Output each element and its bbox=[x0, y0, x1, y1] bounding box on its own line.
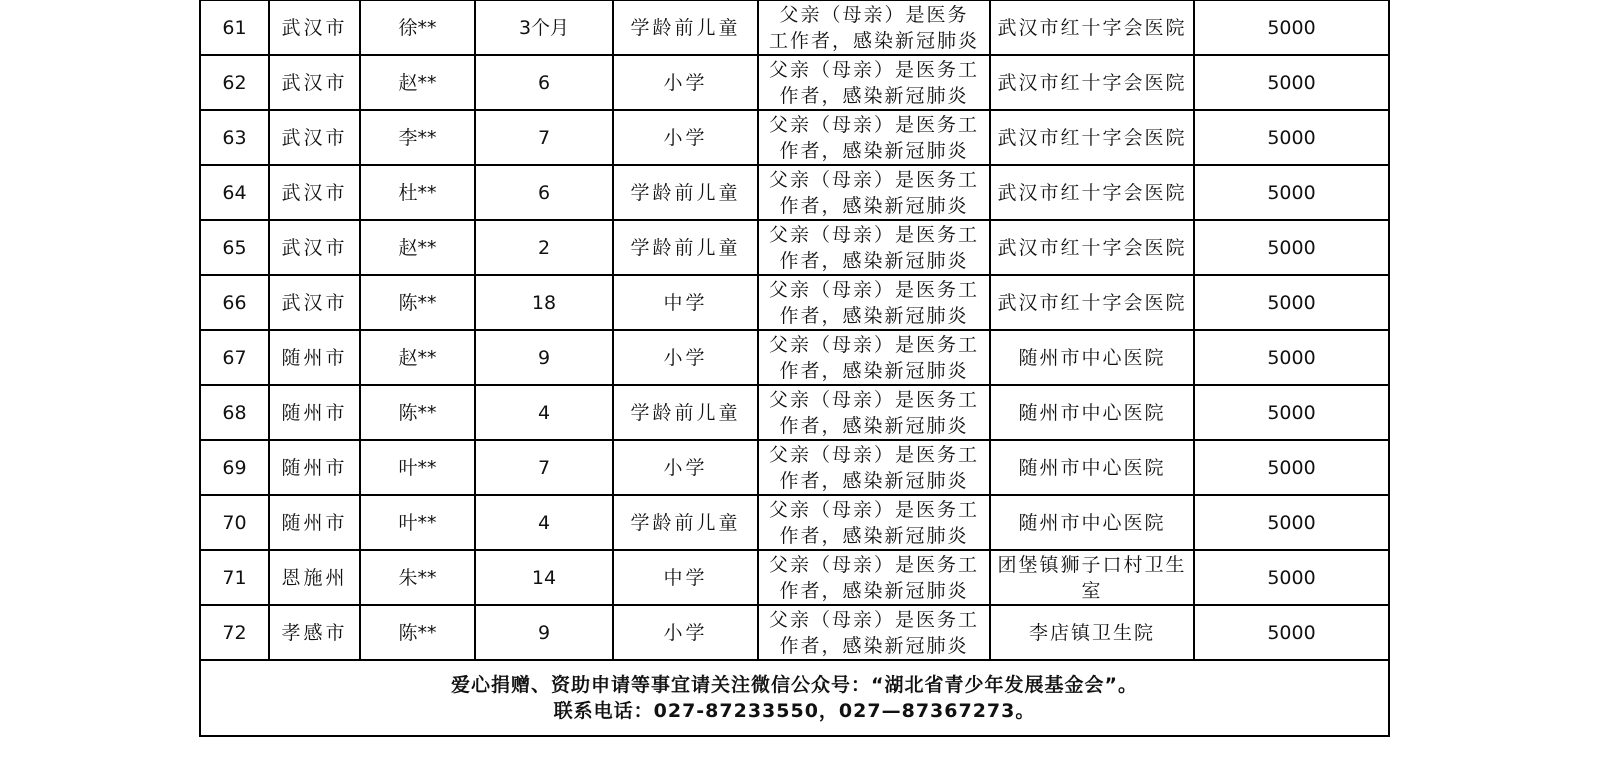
table-body bbox=[200, 0, 1389, 736]
city: 随州市 bbox=[269, 385, 360, 440]
name: 杜** bbox=[360, 165, 475, 220]
table-row bbox=[200, 0, 1389, 55]
row-number: 61 bbox=[200, 0, 269, 55]
hospital: 随州市中心医院 bbox=[990, 495, 1194, 550]
reason-line-2: 作者，感染新冠肺炎 bbox=[779, 524, 969, 547]
table-row bbox=[200, 605, 1389, 660]
amount: 5000 bbox=[1194, 0, 1389, 55]
name: 赵** bbox=[360, 220, 475, 275]
city: 武汉市 bbox=[269, 220, 360, 275]
table-row bbox=[200, 330, 1389, 385]
reason-line-2: 作者，感染新冠肺炎 bbox=[779, 634, 969, 657]
amount: 5000 bbox=[1194, 165, 1389, 220]
table-row bbox=[200, 275, 1389, 330]
row-number: 67 bbox=[200, 330, 269, 385]
reason bbox=[758, 165, 990, 220]
reason-line-1: 父亲（母亲）是医务工 bbox=[768, 553, 979, 576]
name: 赵** bbox=[360, 330, 475, 385]
name: 陈** bbox=[360, 275, 475, 330]
reason-line-2: 工作者，感染新冠肺炎 bbox=[768, 29, 979, 52]
reason bbox=[758, 440, 990, 495]
reason bbox=[758, 495, 990, 550]
reason-line-1: 父亲（母亲）是医务工 bbox=[768, 168, 979, 191]
reason-line-1: 父亲（母亲）是医务工 bbox=[768, 278, 979, 301]
table-row bbox=[200, 440, 1389, 495]
reason-line-1: 父亲（母亲）是医务工 bbox=[768, 58, 979, 81]
phone-numbers: 联系电话：027-87233550，027—87367273。 bbox=[553, 700, 1036, 722]
city: 武汉市 bbox=[269, 110, 360, 165]
stage: 小学 bbox=[613, 110, 758, 165]
hospital: 随州市中心医院 bbox=[990, 385, 1194, 440]
name: 陈** bbox=[360, 605, 475, 660]
reason bbox=[758, 385, 990, 440]
reason-line-2: 作者，感染新冠肺炎 bbox=[779, 304, 969, 327]
city: 武汉市 bbox=[269, 275, 360, 330]
row-number: 70 bbox=[200, 495, 269, 550]
name: 叶** bbox=[360, 440, 475, 495]
amount: 5000 bbox=[1194, 220, 1389, 275]
row-number: 68 bbox=[200, 385, 269, 440]
row-number: 71 bbox=[200, 550, 269, 605]
reason-line-2: 作者，感染新冠肺炎 bbox=[779, 139, 969, 162]
reason-line-1: 父亲（母亲）是医务工 bbox=[768, 443, 979, 466]
age: 2 bbox=[475, 220, 613, 275]
age: 9 bbox=[475, 605, 613, 660]
table-row bbox=[200, 385, 1389, 440]
stage: 小学 bbox=[613, 330, 758, 385]
reason-line-2: 作者，感染新冠肺炎 bbox=[779, 469, 969, 492]
city: 武汉市 bbox=[269, 165, 360, 220]
row-number: 69 bbox=[200, 440, 269, 495]
hospital: 李店镇卫生院 bbox=[990, 605, 1194, 660]
reason-line-2: 作者，感染新冠肺炎 bbox=[779, 84, 969, 107]
table-row bbox=[200, 55, 1389, 110]
assistance-table bbox=[199, 0, 1390, 737]
reason bbox=[758, 550, 990, 605]
hospital: 武汉市红十字会医院 bbox=[990, 165, 1194, 220]
age: 14 bbox=[475, 550, 613, 605]
reason-line-2: 作者，感染新冠肺炎 bbox=[779, 359, 969, 382]
row-number: 62 bbox=[200, 55, 269, 110]
stage: 学龄前儿童 bbox=[613, 495, 758, 550]
footer-row bbox=[200, 660, 1389, 736]
reason-line-2: 作者，感染新冠肺炎 bbox=[779, 579, 969, 602]
age: 3个月 bbox=[475, 0, 613, 55]
city: 随州市 bbox=[269, 495, 360, 550]
table-row bbox=[200, 550, 1389, 605]
hospital: 武汉市红十字会医院 bbox=[990, 275, 1194, 330]
row-number: 65 bbox=[200, 220, 269, 275]
hospital: 团堡镇狮子口村卫生室 bbox=[990, 550, 1194, 605]
amount: 5000 bbox=[1194, 110, 1389, 165]
name: 叶** bbox=[360, 495, 475, 550]
name: 徐** bbox=[360, 0, 475, 55]
hospital: 武汉市红十字会医院 bbox=[990, 55, 1194, 110]
stage: 小学 bbox=[613, 440, 758, 495]
reason bbox=[758, 330, 990, 385]
reason-line-1: 父亲（母亲）是医务工 bbox=[768, 388, 979, 411]
hospital: 武汉市红十字会医院 bbox=[990, 220, 1194, 275]
reason bbox=[758, 275, 990, 330]
reason-line-2: 作者，感染新冠肺炎 bbox=[779, 249, 969, 272]
amount: 5000 bbox=[1194, 385, 1389, 440]
reason-line-1: 父亲（母亲）是医务工 bbox=[768, 223, 979, 246]
table-row bbox=[200, 165, 1389, 220]
table-row bbox=[200, 220, 1389, 275]
stage: 小学 bbox=[613, 605, 758, 660]
name: 赵** bbox=[360, 55, 475, 110]
reason-line-2: 作者，感染新冠肺炎 bbox=[779, 414, 969, 437]
hospital: 武汉市红十字会医院 bbox=[990, 110, 1194, 165]
reason-line-2: 作者，感染新冠肺炎 bbox=[779, 194, 969, 217]
amount: 5000 bbox=[1194, 55, 1389, 110]
reason-line-1: 父亲（母亲）是医务 bbox=[779, 3, 969, 26]
amount: 5000 bbox=[1194, 275, 1389, 330]
city: 孝感市 bbox=[269, 605, 360, 660]
reason bbox=[758, 220, 990, 275]
contact-note bbox=[200, 660, 1389, 736]
city: 武汉市 bbox=[269, 55, 360, 110]
hospital: 武汉市红十字会医院 bbox=[990, 0, 1194, 55]
reason bbox=[758, 110, 990, 165]
row-number: 72 bbox=[200, 605, 269, 660]
amount: 5000 bbox=[1194, 330, 1389, 385]
stage: 学龄前儿童 bbox=[613, 0, 758, 55]
hospital: 随州市中心医院 bbox=[990, 440, 1194, 495]
age: 6 bbox=[475, 165, 613, 220]
reason-line-1: 父亲（母亲）是医务工 bbox=[768, 113, 979, 136]
table-row bbox=[200, 110, 1389, 165]
age: 4 bbox=[475, 385, 613, 440]
age: 6 bbox=[475, 55, 613, 110]
reason-line-1: 父亲（母亲）是医务工 bbox=[768, 333, 979, 356]
row-number: 64 bbox=[200, 165, 269, 220]
hospital: 随州市中心医院 bbox=[990, 330, 1194, 385]
city: 随州市 bbox=[269, 440, 360, 495]
row-number: 66 bbox=[200, 275, 269, 330]
name: 李** bbox=[360, 110, 475, 165]
reason bbox=[758, 0, 990, 55]
city: 随州市 bbox=[269, 330, 360, 385]
reason-line-1: 父亲（母亲）是医务工 bbox=[768, 498, 979, 521]
stage: 中学 bbox=[613, 275, 758, 330]
stage: 中学 bbox=[613, 550, 758, 605]
age: 4 bbox=[475, 495, 613, 550]
name: 陈** bbox=[360, 385, 475, 440]
city: 恩施州 bbox=[269, 550, 360, 605]
age: 7 bbox=[475, 110, 613, 165]
stage: 学龄前儿童 bbox=[613, 220, 758, 275]
city: 武汉市 bbox=[269, 0, 360, 55]
name: 朱** bbox=[360, 550, 475, 605]
reason-line-1: 父亲（母亲）是医务工 bbox=[768, 608, 979, 631]
age: 9 bbox=[475, 330, 613, 385]
table-row bbox=[200, 495, 1389, 550]
stage: 小学 bbox=[613, 55, 758, 110]
amount: 5000 bbox=[1194, 495, 1389, 550]
donation-notice: 爱心捐赠、资助申请等事宜请关注微信公众号：“湖北省青少年发展基金会”。 bbox=[451, 674, 1138, 696]
age: 18 bbox=[475, 275, 613, 330]
amount: 5000 bbox=[1194, 550, 1389, 605]
reason bbox=[758, 605, 990, 660]
stage: 学龄前儿童 bbox=[613, 385, 758, 440]
amount: 5000 bbox=[1194, 440, 1389, 495]
age: 7 bbox=[475, 440, 613, 495]
stage: 学龄前儿童 bbox=[613, 165, 758, 220]
amount: 5000 bbox=[1194, 605, 1389, 660]
row-number: 63 bbox=[200, 110, 269, 165]
reason bbox=[758, 55, 990, 110]
